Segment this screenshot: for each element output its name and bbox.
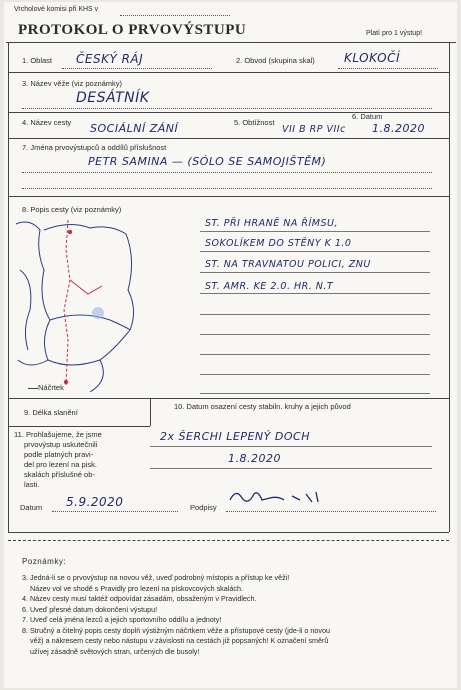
field-bolts-line2[interactable]: 1.8.2020 xyxy=(228,452,281,465)
field-bolts-line1[interactable]: 2x ŠERCHI LEPENÝ DOCH xyxy=(160,430,310,443)
field-area-label: 1. Oblast xyxy=(22,56,53,65)
field-climbers-label: 7. Jména prvovýstupců a oddílů příslušnost xyxy=(22,143,167,152)
field-district-label: 2. Obvod (skupina skal) xyxy=(236,56,315,65)
declaration-line: prvovýstup uskutečnili xyxy=(24,440,98,449)
form-title: PROTOKOL O PRVOVÝSTUPU xyxy=(18,22,247,38)
field-route-value[interactable]: SOCIÁLNÍ ZÁNÍ xyxy=(90,122,179,135)
field-abseil-label: 9. Délka slanění xyxy=(24,408,78,417)
field-difficulty-value[interactable]: VII B RP VIIc xyxy=(282,124,346,135)
sketch-stamp xyxy=(92,307,104,319)
description-line[interactable]: ST. PŘI HRANĚ NA ŘÍMSU, xyxy=(205,218,338,229)
declaration xyxy=(14,430,102,490)
note-item: 6. Uveď přesné datum dokončení výstupu! xyxy=(22,604,158,614)
field-tower-value[interactable]: DESÁTNÍK xyxy=(76,90,150,106)
note-item: 3. Jedná-li se o prvovýstup na novou věž, uveď podrobný místopis a přístup ke věži! xyxy=(22,573,290,582)
field-date-label: 6. Datum xyxy=(352,112,383,121)
signatures-label: Podpisy xyxy=(190,503,217,512)
description-line[interactable]: ST. NA TRAVNATOU POLICI, ZNU xyxy=(205,259,371,270)
route-anchor-marker xyxy=(64,380,68,384)
note-item: věž) a nákresem cesty nebo nástupu v závislosti na cestách již popsaných! K označení směrů xyxy=(30,636,329,645)
route-anchor-marker xyxy=(68,230,72,234)
field-area-value[interactable]: ČESKÝ RÁJ xyxy=(76,52,144,66)
description-line[interactable]: SOKOLÍKEM DO STĚNY K 1.0 xyxy=(205,238,352,249)
note-item: 8. Stručný a čitelný popis cesty doplň výstižným náčrtkem věže a přístupové cesty (jde-li o novou xyxy=(22,625,331,635)
date-value[interactable]: 5.9.2020 xyxy=(66,495,124,509)
field-district-value[interactable]: KLOKOČÍ xyxy=(344,51,401,65)
committee-line: Vrcholové komisi při KHS v xyxy=(14,6,99,13)
notes-list xyxy=(22,573,330,657)
declaration-line: podle platných pravi- xyxy=(24,450,94,459)
declaration-line: 11. Prohlašujeme, že jsme xyxy=(14,430,102,439)
field-route-label: 4. Název cesty xyxy=(22,118,72,127)
declaration-line: lasti. xyxy=(24,480,40,489)
validity-note: Platí pro 1 výstup! xyxy=(366,30,423,37)
route-sketch xyxy=(10,210,190,400)
sketch-caption: Náčrtek xyxy=(38,383,64,392)
field-tower-label: 3. Název věže (viz poznámky) xyxy=(22,79,123,88)
field-date-value[interactable]: 1.8.2020 xyxy=(372,122,425,135)
note-item: 7. Uveď celá jména lezců a jejich sportovního oddílu a jednoty! xyxy=(22,615,222,624)
field-climbers-value[interactable]: PETR SAMINA — (SÓLO SE SAMOJIŠTĚM) xyxy=(88,155,327,168)
field-description-label: 8. Popis cesty (viz poznámky) xyxy=(22,205,122,214)
field-bolts-label: 10. Datum osazení cesty stabiln. kruhy a jejich původ xyxy=(174,402,351,411)
date-label: Datum xyxy=(20,503,43,512)
field-difficulty-label: 5. Obtížnost xyxy=(234,118,275,127)
declaration-line: skalách příslušné ob- xyxy=(24,470,95,479)
note-item: 4. Název cesty musí taktéž odpovídat zásadám, obsaženým v Pravidlech. xyxy=(22,594,257,603)
description-line[interactable]: ST. AMR. KE 2.0. HR. N.T xyxy=(205,281,334,292)
note-item: užívej zásadně světových stran, určených dle busoly! xyxy=(30,646,200,656)
declaration-line: del pro lezení na pisk. xyxy=(24,460,97,469)
notes-title: Poznámky: xyxy=(22,557,67,566)
note-item: Název vol ve shodě s Pravidly pro lezení na pískovcových skalách. xyxy=(30,583,243,593)
signature xyxy=(226,486,336,508)
